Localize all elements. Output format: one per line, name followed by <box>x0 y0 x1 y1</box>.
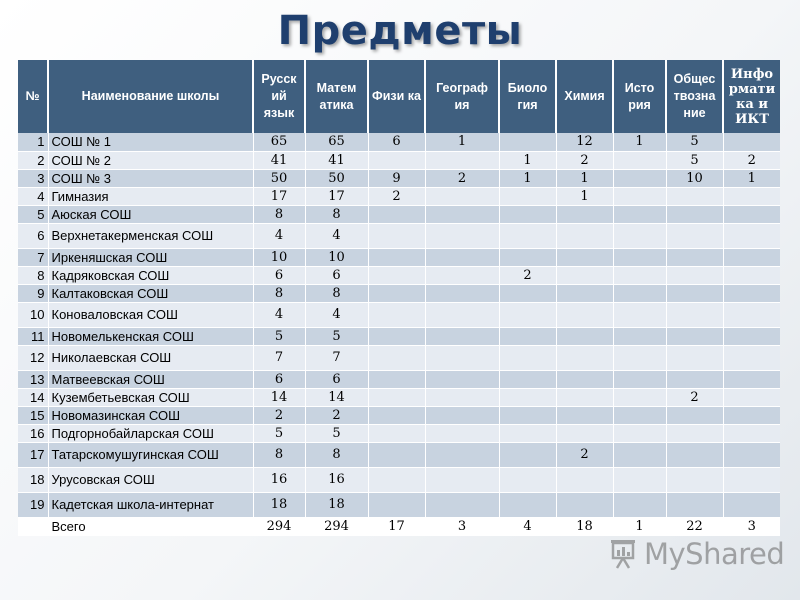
cell-russian: 6 <box>253 370 305 388</box>
cell-geography <box>425 327 499 345</box>
cell-school-name: Коноваловская СОШ <box>48 302 253 327</box>
cell-school-name: Николаевская СОШ <box>48 345 253 370</box>
table-body <box>18 133 780 535</box>
cell-physics <box>368 151 425 169</box>
table-row <box>18 284 780 302</box>
cell-number: 13 <box>18 370 48 388</box>
header-cell-biology: Биоло гия <box>499 60 556 133</box>
table-row <box>18 151 780 169</box>
watermark <box>608 537 784 571</box>
header-cell-physics: Физи ка <box>368 60 425 133</box>
table-row <box>18 133 780 151</box>
cell-school-name: Подгорнобайларская СОШ <box>48 424 253 442</box>
cell-school-name: Урусовская СОШ <box>48 467 253 492</box>
cell-social-studies <box>666 442 723 467</box>
cell-school-name: СОШ № 3 <box>48 169 253 187</box>
cell-geography <box>425 492 499 517</box>
header-cell-number: № <box>18 60 48 133</box>
cell-geography <box>425 345 499 370</box>
cell-biology <box>499 492 556 517</box>
cell-number: 7 <box>18 248 48 266</box>
cell-history <box>613 205 666 223</box>
cell-geography <box>425 406 499 424</box>
header-cell-social-studies: Общес твозна ние <box>666 60 723 133</box>
cell-number: 5 <box>18 205 48 223</box>
cell-school-name: СОШ № 2 <box>48 151 253 169</box>
cell-biology <box>499 424 556 442</box>
cell-biology <box>499 205 556 223</box>
cell-informatics <box>723 302 780 327</box>
cell-chemistry: 1 <box>556 187 613 205</box>
cell-informatics <box>723 327 780 345</box>
cell-informatics <box>723 205 780 223</box>
table-row <box>18 223 780 248</box>
cell-chemistry <box>556 345 613 370</box>
cell-geography <box>425 187 499 205</box>
cell-number: 17 <box>18 442 48 467</box>
cell-number: 19 <box>18 492 48 517</box>
table-row <box>18 205 780 223</box>
cell-russian: 7 <box>253 345 305 370</box>
cell-informatics <box>723 442 780 467</box>
cell-chemistry <box>556 406 613 424</box>
cell-math: 5 <box>305 327 368 345</box>
cell-number: 9 <box>18 284 48 302</box>
cell-physics <box>368 248 425 266</box>
cell-geography <box>425 284 499 302</box>
cell-informatics <box>723 467 780 492</box>
cell-biology <box>499 284 556 302</box>
cell-number <box>18 517 48 535</box>
cell-number: 18 <box>18 467 48 492</box>
table-row <box>18 169 780 187</box>
cell-russian: 8 <box>253 284 305 302</box>
cell-physics <box>368 345 425 370</box>
cell-social-studies <box>666 327 723 345</box>
cell-social-studies <box>666 345 723 370</box>
cell-chemistry <box>556 467 613 492</box>
table-row <box>18 248 780 266</box>
cell-history <box>613 327 666 345</box>
cell-chemistry: 2 <box>556 151 613 169</box>
cell-geography <box>425 205 499 223</box>
cell-biology <box>499 345 556 370</box>
cell-history <box>613 492 666 517</box>
cell-number: 14 <box>18 388 48 406</box>
cell-informatics: 1 <box>723 169 780 187</box>
cell-physics <box>368 370 425 388</box>
cell-chemistry <box>556 492 613 517</box>
cell-chemistry: 2 <box>556 442 613 467</box>
cell-school-name: Верхнетакерменская СОШ <box>48 223 253 248</box>
cell-russian: 41 <box>253 151 305 169</box>
cell-math: 50 <box>305 169 368 187</box>
cell-chemistry <box>556 223 613 248</box>
cell-biology <box>499 370 556 388</box>
cell-social-studies: 22 <box>666 517 723 535</box>
cell-geography <box>425 248 499 266</box>
cell-math: 14 <box>305 388 368 406</box>
cell-social-studies <box>666 284 723 302</box>
cell-history: 1 <box>613 133 666 151</box>
table-row <box>18 187 780 205</box>
cell-math: 17 <box>305 187 368 205</box>
cell-history <box>613 345 666 370</box>
cell-math: 294 <box>305 517 368 535</box>
cell-school-name: Новомелькенская СОШ <box>48 327 253 345</box>
cell-geography <box>425 223 499 248</box>
cell-biology <box>499 467 556 492</box>
cell-number: 4 <box>18 187 48 205</box>
cell-school-name: Иркеняшская СОШ <box>48 248 253 266</box>
cell-chemistry: 18 <box>556 517 613 535</box>
cell-biology <box>499 133 556 151</box>
cell-physics <box>368 424 425 442</box>
cell-social-studies: 2 <box>666 388 723 406</box>
cell-informatics <box>723 406 780 424</box>
watermark-text: MyShared <box>644 537 785 571</box>
cell-russian: 8 <box>253 442 305 467</box>
cell-history <box>613 467 666 492</box>
header-cell-chemistry: Химия <box>556 60 613 133</box>
header-cell-russian: Русск ий язык <box>253 60 305 133</box>
cell-russian: 16 <box>253 467 305 492</box>
table-row <box>18 406 780 424</box>
cell-russian: 4 <box>253 223 305 248</box>
header-cell-history: Исто рия <box>613 60 666 133</box>
cell-chemistry <box>556 388 613 406</box>
cell-math: 6 <box>305 266 368 284</box>
cell-math: 5 <box>305 424 368 442</box>
cell-informatics <box>723 370 780 388</box>
cell-physics: 6 <box>368 133 425 151</box>
cell-russian: 2 <box>253 406 305 424</box>
cell-number: 10 <box>18 302 48 327</box>
cell-number: 2 <box>18 151 48 169</box>
cell-geography <box>425 442 499 467</box>
subjects-table <box>18 60 780 536</box>
cell-geography <box>425 151 499 169</box>
cell-chemistry: 12 <box>556 133 613 151</box>
cell-history <box>613 187 666 205</box>
cell-chemistry <box>556 266 613 284</box>
cell-math: 6 <box>305 370 368 388</box>
cell-school-name: Кузембетьевская СОШ <box>48 388 253 406</box>
cell-russian: 6 <box>253 266 305 284</box>
cell-school-name: Матвеевская СОШ <box>48 370 253 388</box>
cell-physics <box>368 284 425 302</box>
cell-social-studies: 10 <box>666 169 723 187</box>
header-cell-informatics: Инфо рмати ка и ИКТ <box>723 60 780 133</box>
cell-number: 15 <box>18 406 48 424</box>
cell-informatics <box>723 266 780 284</box>
cell-history <box>613 442 666 467</box>
cell-informatics <box>723 248 780 266</box>
cell-informatics <box>723 187 780 205</box>
cell-chemistry <box>556 370 613 388</box>
cell-chemistry <box>556 205 613 223</box>
cell-chemistry <box>556 327 613 345</box>
cell-russian: 5 <box>253 424 305 442</box>
cell-history <box>613 151 666 169</box>
cell-number: 8 <box>18 266 48 284</box>
cell-number: 11 <box>18 327 48 345</box>
cell-physics <box>368 467 425 492</box>
cell-physics: 17 <box>368 517 425 535</box>
presentation-board-icon <box>608 538 638 570</box>
table-row <box>18 302 780 327</box>
cell-social-studies <box>666 205 723 223</box>
cell-physics: 9 <box>368 169 425 187</box>
cell-social-studies <box>666 406 723 424</box>
cell-geography <box>425 302 499 327</box>
cell-chemistry <box>556 248 613 266</box>
cell-history <box>613 388 666 406</box>
cell-history <box>613 424 666 442</box>
cell-russian: 17 <box>253 187 305 205</box>
cell-number: 3 <box>18 169 48 187</box>
table-row <box>18 467 780 492</box>
cell-school-name: Татарскомушугинская СОШ <box>48 442 253 467</box>
cell-russian: 65 <box>253 133 305 151</box>
cell-social-studies <box>666 370 723 388</box>
table-row <box>18 327 780 345</box>
cell-physics <box>368 388 425 406</box>
cell-school-name: Кадетская школа-интернат <box>48 492 253 517</box>
cell-social-studies: 5 <box>666 151 723 169</box>
cell-social-studies <box>666 467 723 492</box>
cell-school-name: Аюская СОШ <box>48 205 253 223</box>
cell-school-name: Кадряковская СОШ <box>48 266 253 284</box>
cell-history <box>613 248 666 266</box>
cell-social-studies <box>666 492 723 517</box>
cell-physics <box>368 442 425 467</box>
cell-number: 6 <box>18 223 48 248</box>
cell-russian: 10 <box>253 248 305 266</box>
cell-number: 12 <box>18 345 48 370</box>
table-row <box>18 442 780 467</box>
cell-physics <box>368 302 425 327</box>
cell-informatics <box>723 133 780 151</box>
cell-school-name: Новомазинская СОШ <box>48 406 253 424</box>
cell-physics <box>368 406 425 424</box>
cell-school-name: Калтаковская СОШ <box>48 284 253 302</box>
cell-social-studies <box>666 187 723 205</box>
cell-math: 16 <box>305 467 368 492</box>
cell-history: 1 <box>613 517 666 535</box>
cell-social-studies <box>666 424 723 442</box>
cell-geography <box>425 370 499 388</box>
cell-biology <box>499 248 556 266</box>
cell-biology <box>499 327 556 345</box>
header-cell-math: Матем атика <box>305 60 368 133</box>
cell-social-studies <box>666 302 723 327</box>
cell-social-studies <box>666 223 723 248</box>
cell-math: 7 <box>305 345 368 370</box>
cell-geography <box>425 388 499 406</box>
cell-biology: 1 <box>499 169 556 187</box>
cell-math: 10 <box>305 248 368 266</box>
cell-russian: 4 <box>253 302 305 327</box>
cell-history <box>613 302 666 327</box>
cell-russian: 50 <box>253 169 305 187</box>
cell-math: 41 <box>305 151 368 169</box>
cell-geography <box>425 266 499 284</box>
cell-biology <box>499 223 556 248</box>
cell-history <box>613 284 666 302</box>
cell-geography <box>425 424 499 442</box>
cell-physics <box>368 327 425 345</box>
cell-informatics <box>723 388 780 406</box>
cell-informatics: 3 <box>723 517 780 535</box>
cell-history <box>613 406 666 424</box>
cell-informatics <box>723 284 780 302</box>
cell-math: 4 <box>305 302 368 327</box>
cell-chemistry <box>556 424 613 442</box>
cell-physics <box>368 266 425 284</box>
table-row <box>18 492 780 517</box>
cell-history <box>613 223 666 248</box>
cell-history <box>613 370 666 388</box>
cell-school-name: Всего <box>48 517 253 535</box>
cell-physics <box>368 492 425 517</box>
table-row <box>18 424 780 442</box>
cell-informatics: 2 <box>723 151 780 169</box>
cell-russian: 18 <box>253 492 305 517</box>
cell-geography: 1 <box>425 133 499 151</box>
cell-school-name: Гимназия <box>48 187 253 205</box>
cell-geography: 3 <box>425 517 499 535</box>
total-row <box>18 517 780 535</box>
header-cell-geography: Географ ия <box>425 60 499 133</box>
cell-math: 4 <box>305 223 368 248</box>
cell-informatics <box>723 223 780 248</box>
cell-physics: 2 <box>368 187 425 205</box>
page-title: Предметы <box>277 8 523 54</box>
cell-number: 16 <box>18 424 48 442</box>
cell-biology <box>499 388 556 406</box>
cell-informatics <box>723 345 780 370</box>
header-cell-school-name: Наименование школы <box>48 60 253 133</box>
cell-russian: 14 <box>253 388 305 406</box>
cell-chemistry: 1 <box>556 169 613 187</box>
cell-chemistry <box>556 302 613 327</box>
cell-math: 8 <box>305 284 368 302</box>
table-row <box>18 388 780 406</box>
cell-russian: 5 <box>253 327 305 345</box>
table-row <box>18 345 780 370</box>
cell-biology: 4 <box>499 517 556 535</box>
cell-physics <box>368 205 425 223</box>
cell-math: 2 <box>305 406 368 424</box>
table-row <box>18 266 780 284</box>
cell-math: 8 <box>305 442 368 467</box>
cell-math: 18 <box>305 492 368 517</box>
cell-history <box>613 266 666 284</box>
cell-biology <box>499 187 556 205</box>
cell-biology <box>499 442 556 467</box>
cell-math: 8 <box>305 205 368 223</box>
cell-biology: 2 <box>499 266 556 284</box>
cell-russian: 8 <box>253 205 305 223</box>
cell-informatics <box>723 424 780 442</box>
cell-math: 65 <box>305 133 368 151</box>
cell-social-studies <box>666 266 723 284</box>
cell-russian: 294 <box>253 517 305 535</box>
cell-geography <box>425 467 499 492</box>
cell-biology <box>499 406 556 424</box>
cell-biology <box>499 302 556 327</box>
cell-history <box>613 169 666 187</box>
cell-biology: 1 <box>499 151 556 169</box>
cell-physics <box>368 223 425 248</box>
cell-social-studies <box>666 248 723 266</box>
table-row <box>18 370 780 388</box>
cell-chemistry <box>556 284 613 302</box>
table-header-row <box>18 60 780 133</box>
cell-geography: 2 <box>425 169 499 187</box>
cell-social-studies: 5 <box>666 133 723 151</box>
cell-informatics <box>723 492 780 517</box>
cell-school-name: СОШ № 1 <box>48 133 253 151</box>
cell-number: 1 <box>18 133 48 151</box>
